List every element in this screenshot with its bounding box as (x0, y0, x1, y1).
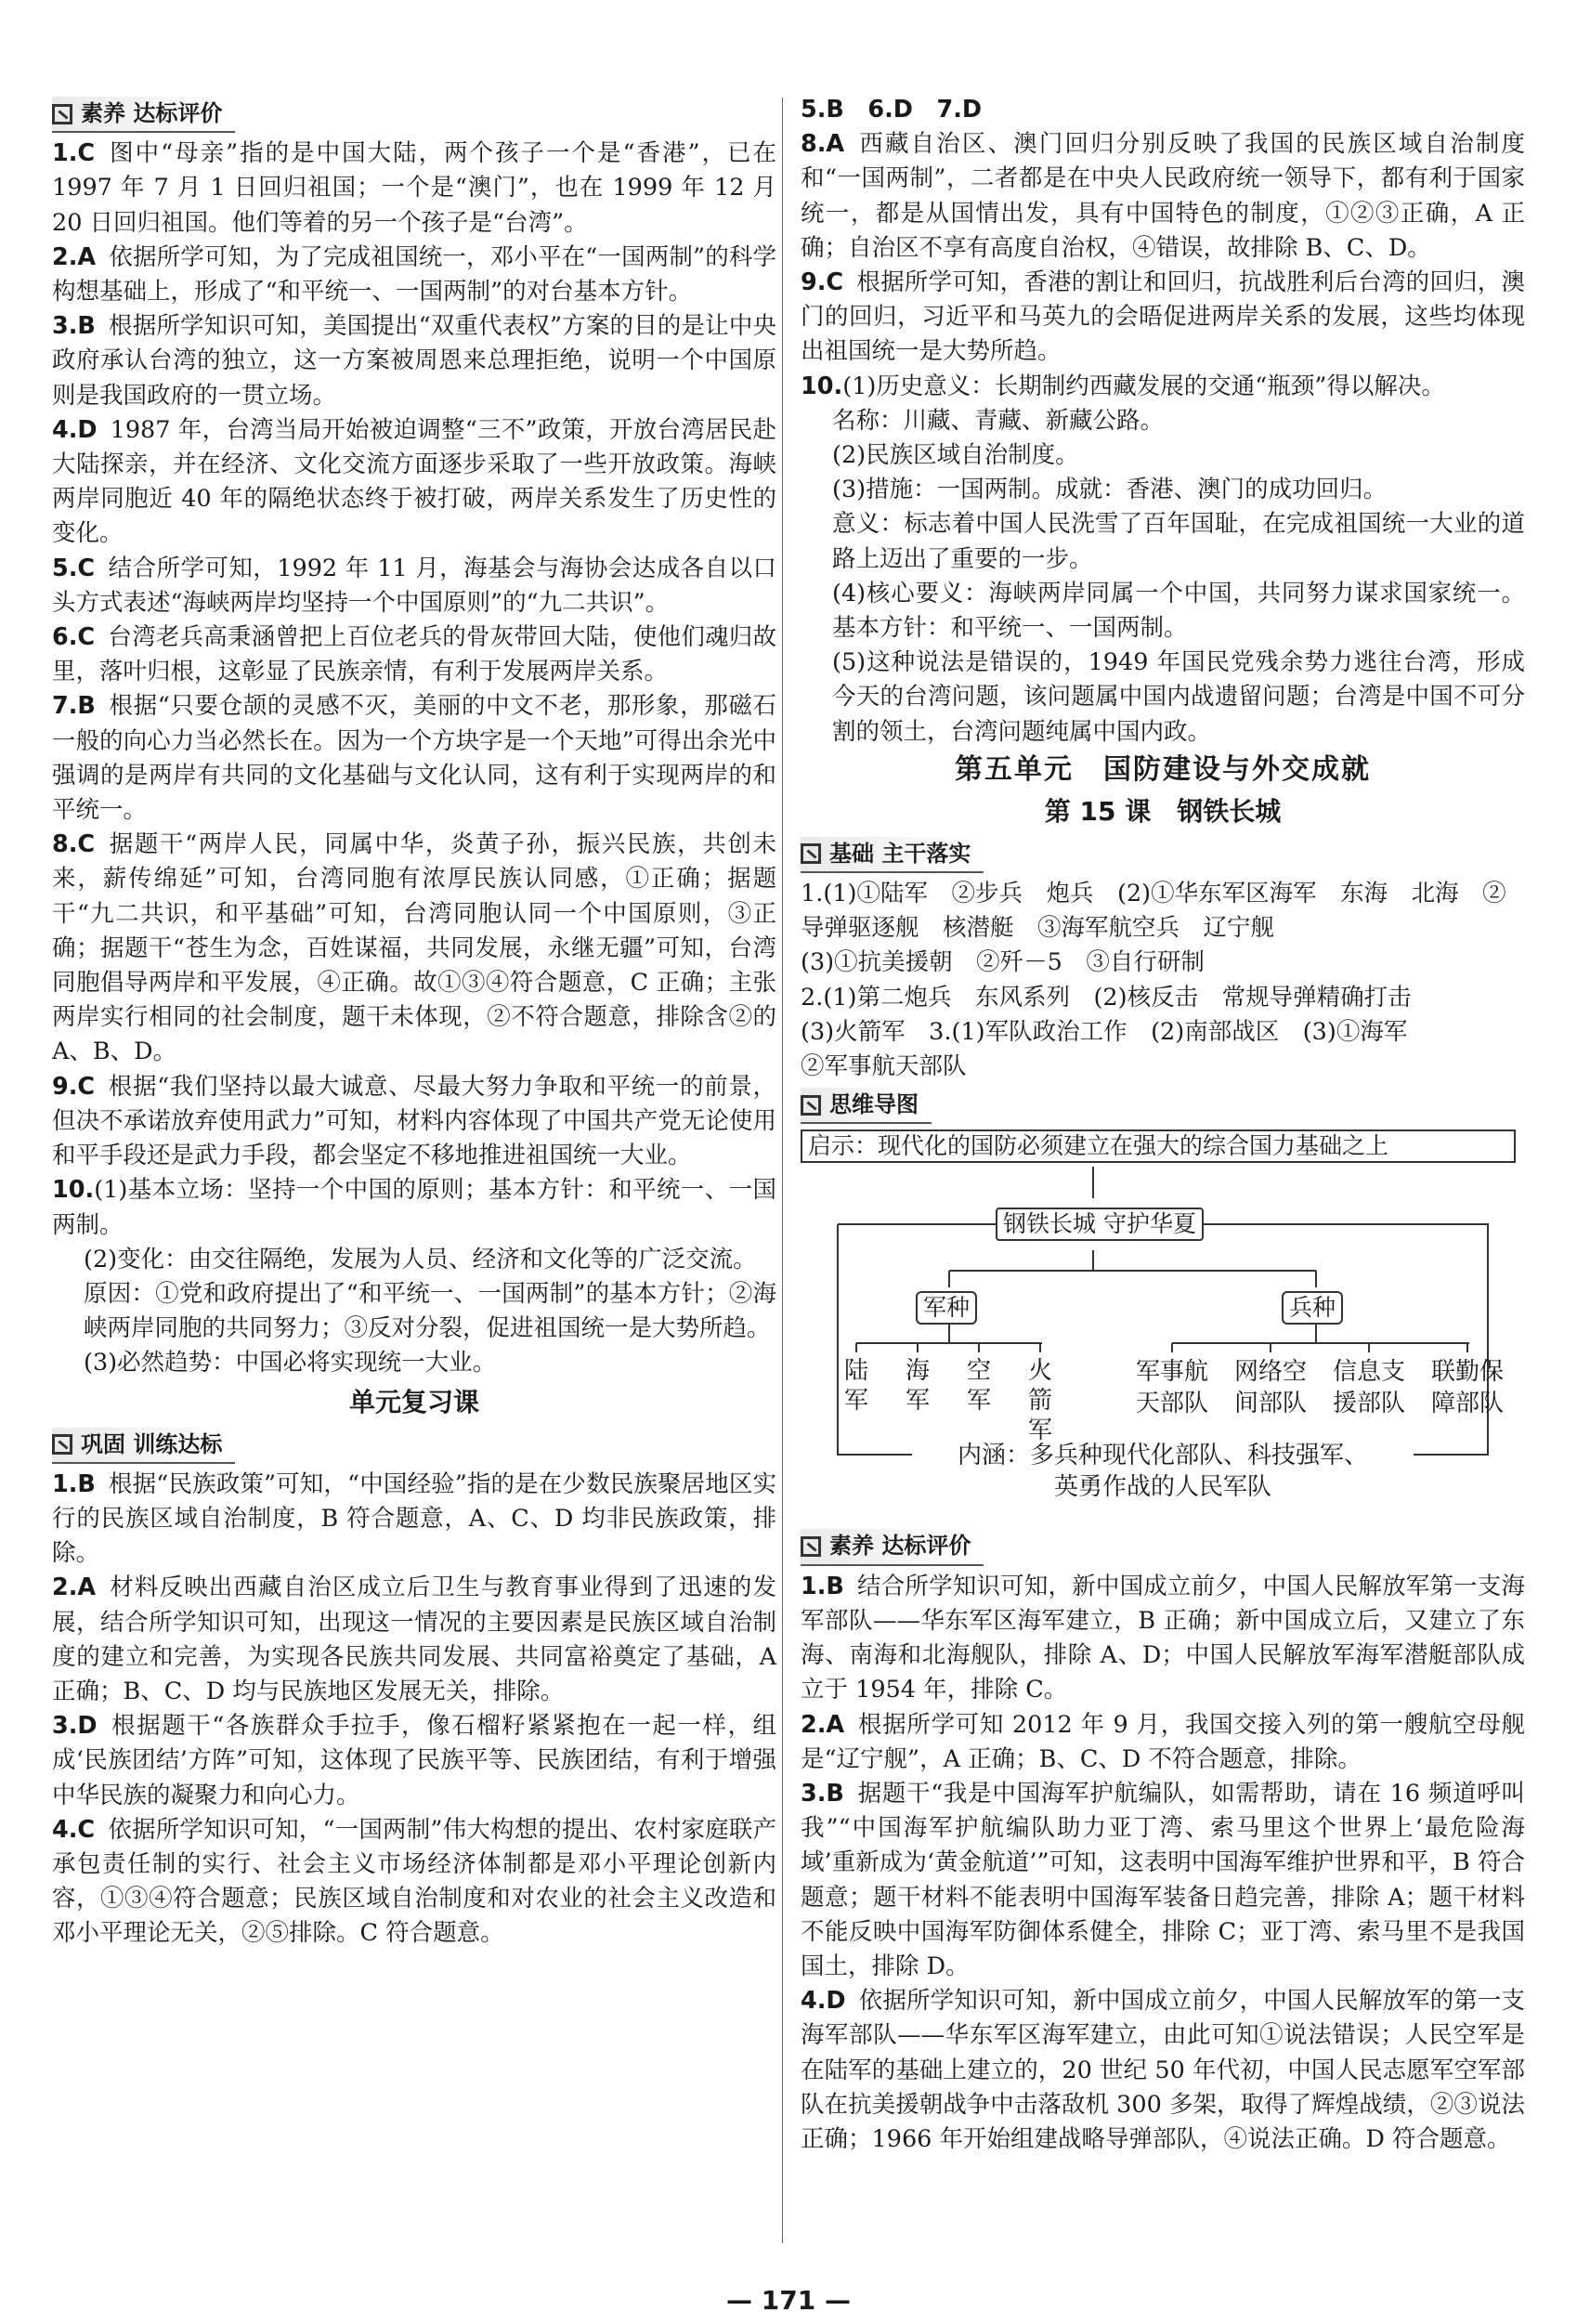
branch-information (1317, 1356, 1421, 1419)
section-header-label: 素养 达标评价 (829, 1533, 971, 1560)
answer-item (52, 241, 776, 309)
answer-subline: (5)这种说法是错误的，1949 年国民党残余势力逃往台湾，形成今天的台湾问题，该问题属中国内战遗留问题；台湾是中国不可分割的领土，台湾问题纯属中国内政。 (832, 648, 1525, 746)
branch-line: 间部队 (1233, 1390, 1307, 1418)
answer-number: 8.C (52, 830, 96, 859)
answer-number: 2.A (801, 1710, 845, 1739)
basics-line: (3)火箭军 3.(1)军队政治工作 (2)南部战区 (3)①海军 (801, 1017, 1408, 1046)
pen-icon (801, 1095, 821, 1116)
basics-line: ②军事航天部队 (801, 1052, 967, 1081)
section-header-assessment (801, 1529, 984, 1565)
answer-item (801, 1708, 1525, 1777)
pen-icon (801, 1536, 821, 1557)
answer-item (52, 828, 776, 1069)
answer-text: 依据所学知识可知，新中国成立前夕，中国人民解放军的第一支海军部队——华东军区海军建立，由此可知①说法错误；人民空军是在陆军的基础上建立的，20 世纪 50 年代初，中国人民志愿军空军部队在抗美援朝战争中击落敌机 300 多架，取得了辉煌战绩，②③说法正确；1966 年开始组建战略导弹部队，④说法正确。D 符合题意。 (801, 1987, 1525, 2153)
section-header-label: 基础 主干落实 (829, 840, 971, 867)
answer-subline: (2)变化：由交往隔绝，发展为人员、经济和文化等的广泛交流。 (84, 1245, 757, 1273)
answer-text: 依据所学可知，为了完成祖国统一，邓小平在“一国两制”的科学构想基础上，形成了“和平统一、一国两制”的对台基本方针。 (52, 242, 776, 307)
branch-cyberspace (1219, 1356, 1323, 1419)
branch-line: 军事航 (1135, 1358, 1208, 1387)
answer-subline: 名称：川藏、青藏、新藏公路。 (832, 406, 1165, 435)
insight-box: 启示：现代化的国防必须建立在强大的综合国力基础之上 (801, 1129, 1516, 1163)
section-header-basics (801, 837, 984, 873)
answer-subline: (3)措施：一国两制。成就：香港、澳门的成功回归。 (832, 476, 1388, 504)
answer-text: 西藏自治区、澳门回归分别反映了我国的民族区域自治制度和“一国两制”，二者都是在中央人民政府统一领导下，都有利于国家统一，都是从国情出发，具有中国特色的制度，①②③正确，A 正确；自治区不享有高度自治权，④错误，故排除 B、C、D。 (801, 130, 1525, 262)
answer-number: 3.B (52, 312, 96, 341)
services-node: 军种 (916, 1291, 977, 1325)
branches-node: 兵种 (1282, 1291, 1343, 1325)
pen-icon (52, 1434, 72, 1455)
answer-number: 8.A (801, 130, 845, 159)
answer-text: 结合所学知识可知，新中国成立前夕，中国人民解放军第一支海军部队——华东军区海军建立，B 正确；新中国成立后，又建立了东海、南海和北海舰队，排除 A、D；中国人民解放军海军潜艇部队成立于 1954 年，排除 C。 (801, 1572, 1525, 1704)
answer-item (801, 266, 1525, 370)
connotation-text (912, 1440, 1414, 1503)
answer-item (52, 309, 776, 413)
answer-item (52, 137, 776, 241)
page-number: — 171 — (726, 2285, 851, 2316)
branch-line: 网络空 (1233, 1358, 1307, 1387)
answer-subline: 原因：①党和政府提出了“和平统一、一国两制”的基本方针；②海峡两岸同胞的共同努力；③反对分裂，促进祖国统一是大势所趋。 (84, 1279, 776, 1343)
pen-icon (52, 104, 72, 124)
branch-logistics (1415, 1356, 1519, 1419)
basics-line: (3)①抗美援朝 ②歼－5 ③自行研制 (801, 948, 1205, 977)
answer-item (52, 689, 776, 828)
answer-subline: (3)必然趋势：中国必将实现统一大业。 (84, 1349, 497, 1377)
answer-text: 台湾老兵高秉涵曾把上百位老兵的骨灰带回大陆，使他们魂归故里，落叶归根，这彰显了民族亲情，有利于发展两岸关系。 (52, 623, 776, 686)
section-header-assessment (52, 97, 235, 133)
answer-row: 5.B 6.D 7.D (801, 96, 983, 124)
answer-text: 根据所学可知 2012 年 9 月，我国交接入列的第一艘航空母舰是“辽宁舰”，A 正确；B、C、D 不符合题意，排除。 (801, 1710, 1525, 1773)
answer-item (52, 1571, 776, 1709)
unit-title: 第五单元 国防建设与外交成就 (955, 752, 1371, 786)
right-column (801, 93, 1525, 2157)
answer-number: 10. (801, 372, 843, 400)
section-header-label: 巩固 训练达标 (81, 1430, 223, 1457)
answer-number: 4.D (52, 415, 98, 444)
answer-number: 9.C (801, 268, 844, 297)
answer-number: 1.B (801, 1572, 844, 1600)
branch-line: 联勤保 (1430, 1358, 1504, 1387)
answer-text: 根据“民族政策”可知，“中国经验”指的是在少数民族聚居地区实行的民族区域自治制度，B 符合题意，A、C、D 均非民族政策，排除。 (52, 1469, 776, 1568)
service-rocketforce: 火箭军 (1027, 1357, 1052, 1445)
answer-text: 根据“我们坚持以最大诚意、尽最大努力争取和平统一的前景，但决不承诺放弃使用武力”可知，材料内容体现了中国共产党无论使用和平手段还是武力手段，都会坚定不移地推进祖国统一大业。 (52, 1072, 776, 1170)
answer-number: 2.A (52, 1573, 97, 1602)
section-header-label: 思维导图 (829, 1091, 919, 1118)
answer-number: 6.C (52, 623, 96, 652)
answer-number: 1.B (52, 1469, 96, 1498)
answer-number: 4.D (801, 1987, 846, 2016)
answer-item (801, 1984, 1525, 2157)
answer-item (52, 1468, 776, 1572)
service-navy: 海军 (905, 1357, 930, 1416)
answer-text: 图中“母亲”指的是中国大陆，两个孩子一个是“香港”，已在 1997 年 7 月 1 日回归祖国；一个是“澳门”，也在 1999 年 12 月 20 日回归祖国。他们等着的另一个孩子是“台湾”。 (52, 139, 776, 237)
answer-number: 9.C (52, 1072, 96, 1101)
branch-line: 障部队 (1430, 1390, 1504, 1418)
answer-item (52, 413, 776, 552)
answer-text: 根据所学知识可知，美国提出“双重代表权”方案的目的是让中央政府承认台湾的独立，这一方案被周恩来总理拒绝，说明一个中国原则是我国政府的一贯立场。 (52, 312, 776, 410)
answer-text: 1987 年，台湾当局开始被迫调整“三不”政策，开放台湾居民赴大陆探亲，并在经济、文化交流方面逐步采取了一些开放政策。海峡两岸同胞近 40 年的隔绝状态终于被打破，两岸关系发生了历史性的变化。 (52, 415, 776, 548)
answer-item (52, 1813, 776, 1952)
answer-item (801, 127, 1525, 266)
branch-line: 援部队 (1332, 1390, 1405, 1418)
answer-number: 4.C (52, 1815, 96, 1844)
unit-review-title: 单元复习课 (348, 1386, 479, 1417)
answer-item (52, 1709, 776, 1813)
answer-subline: (4)核心要义：海峡两岸同属一个中国，共同努力谋求国家统一。基本方针：和平统一、一国两制。 (832, 579, 1525, 643)
answer-number: 5.C (52, 554, 96, 582)
connotation-line: 英勇作战的人民军队 (1053, 1473, 1271, 1502)
answer-text: 依据所学知识可知，“一国两制”伟大构想的提出、农村家庭联产承包责任制的实行、社会主义市场经济体制都是邓小平理论创新内容，①③④符合题意；民族区域自治制度和对农业的社会主义改造和邓小平理论无关，②⑤排除。C 符合题意。 (52, 1815, 776, 1948)
mind-map (801, 1129, 1525, 1520)
service-airforce: 空军 (966, 1357, 991, 1416)
branch-aerospace (1120, 1356, 1224, 1419)
answer-text: 结合所学可知，1992 年 11 月，海基会与海协会达成各自以口头方式表述“海峡两岸均坚持一个中国原则”的“九二共识”。 (52, 554, 776, 617)
answer-text: (1)历史意义：长期制约西藏发展的交通“瓶颈”得以解决。 (842, 372, 1445, 400)
lesson-title: 第 15 课 钢铁长城 (1044, 795, 1282, 827)
answer-subline: 意义：标志着中国人民洗雪了百年国耻，在完成祖国统一大业的道路上迈出了重要的一步。 (832, 510, 1525, 573)
center-node: 钢铁长城 守护华夏 (996, 1208, 1204, 1241)
branch-line: 信息支 (1332, 1358, 1405, 1387)
answer-text: 据题干“我是中国海军护航编队，如需帮助，请在 16 频道呼叫我”“中国海军护航编队助力亚丁湾、索马里这个世界上‘最危险海域’重新成为‘黄金航道’”可知，这表明中国海军维护世界和平，B 符合题意；题干材料不能表明中国海军装备日趋完善，排除 A；题干材料不能反映中国海军防御体系健全，排除 C；亚丁湾、索马里不是我国国土，排除 D。 (801, 1779, 1525, 1980)
answer-text: (1)基本立场：坚持一个中国的原则；基本方针：和平统一、一国两制。 (52, 1176, 776, 1239)
answer-text: 根据题干“各族群众手拉手，像石榴籽紧紧抱在一起一样，组成‘民族团结’方阵”可知，这体现了民族平等、民族团结，有利于增强中华民族的凝聚力和向心力。 (52, 1712, 776, 1809)
answer-subline: (2)民族区域自治制度。 (832, 441, 1079, 470)
answer-number: 3.B (801, 1779, 844, 1808)
answer-text: 材料反映出西藏自治区成立后卫生与教育事业得到了迅速的发展，结合所学知识可知，出现这一情况的主要因素是民族区域自治制度的建立和完善，为实现各民族共同发展、共同富裕奠定了基础，A 正确；B、C、D 均与民族地区发展无关，排除。 (52, 1573, 776, 1705)
service-army: 陆军 (843, 1357, 868, 1416)
answer-item (52, 620, 776, 689)
basics-line: 2.(1)第二炮兵 东风系列 (2)核反击 常规导弹精确打击 (801, 983, 1412, 1012)
answer-number: 3.D (52, 1712, 98, 1741)
column-divider (782, 98, 783, 2243)
answer-number: 10. (52, 1176, 95, 1205)
answer-text: 据题干“两岸人民，同属中华，炎黄子孙，振兴民族，共创未来，薪传绵延”可知，台湾同胞有浓厚民族认同感，①正确；据题干“九二共识，和平基础”可知，台湾同胞认同一个中国原则，③正确；据题干“苍生为念，百姓谋福，共同发展，永继无疆”可知，台湾同胞倡导两岸和平发展，④正确。故①③④符合题意，C 正确；主张两岸实行相同的社会制度，题干未体现，②不符合题意，排除含②的 A、B、D。 (52, 830, 776, 1066)
connotation-line: 内涵：多兵种现代化部队、科技强军、 (957, 1442, 1368, 1470)
pen-icon (801, 843, 821, 864)
answer-number: 1.C (52, 139, 96, 168)
section-header-mindmap (801, 1088, 932, 1124)
answer-item (801, 370, 1525, 404)
answer-number: 2.A (52, 242, 97, 271)
section-header-label: 素养 达标评价 (81, 100, 223, 126)
section-header-consolidate (52, 1428, 235, 1464)
basics-line: 1.(1)①陆军 ②步兵 炮兵 (2)①华东军区海军 东海 北海 ②导弹驱逐舰 核潜艇 ③海军航空兵 辽宁舰 (801, 880, 1506, 943)
answer-item (801, 1570, 1525, 1708)
answer-item (801, 1777, 1525, 1984)
answer-item (52, 1070, 776, 1174)
answer-number: 7.B (52, 692, 96, 721)
answer-text: 根据“只要仓颉的灵感不灭，美丽的中文不老，那形象，那磁石一般的向心力当必然长在。因为一个方块字是一个天地”可得出余光中强调的是两岸有共同的文化基础与文化认同，这有利于实现两岸的和平统一。 (52, 692, 776, 825)
left-column (52, 93, 776, 1952)
answer-text: 根据所学可知，香港的割让和回归，抗战胜利后台湾的回归，澳门的回归，习近平和马英九的会晤促进两岸关系的发展，这些均体现出祖国统一是大势所趋。 (801, 268, 1525, 366)
branch-line: 天部队 (1135, 1390, 1208, 1418)
answer-item (52, 1173, 776, 1242)
answer-item (52, 552, 776, 620)
